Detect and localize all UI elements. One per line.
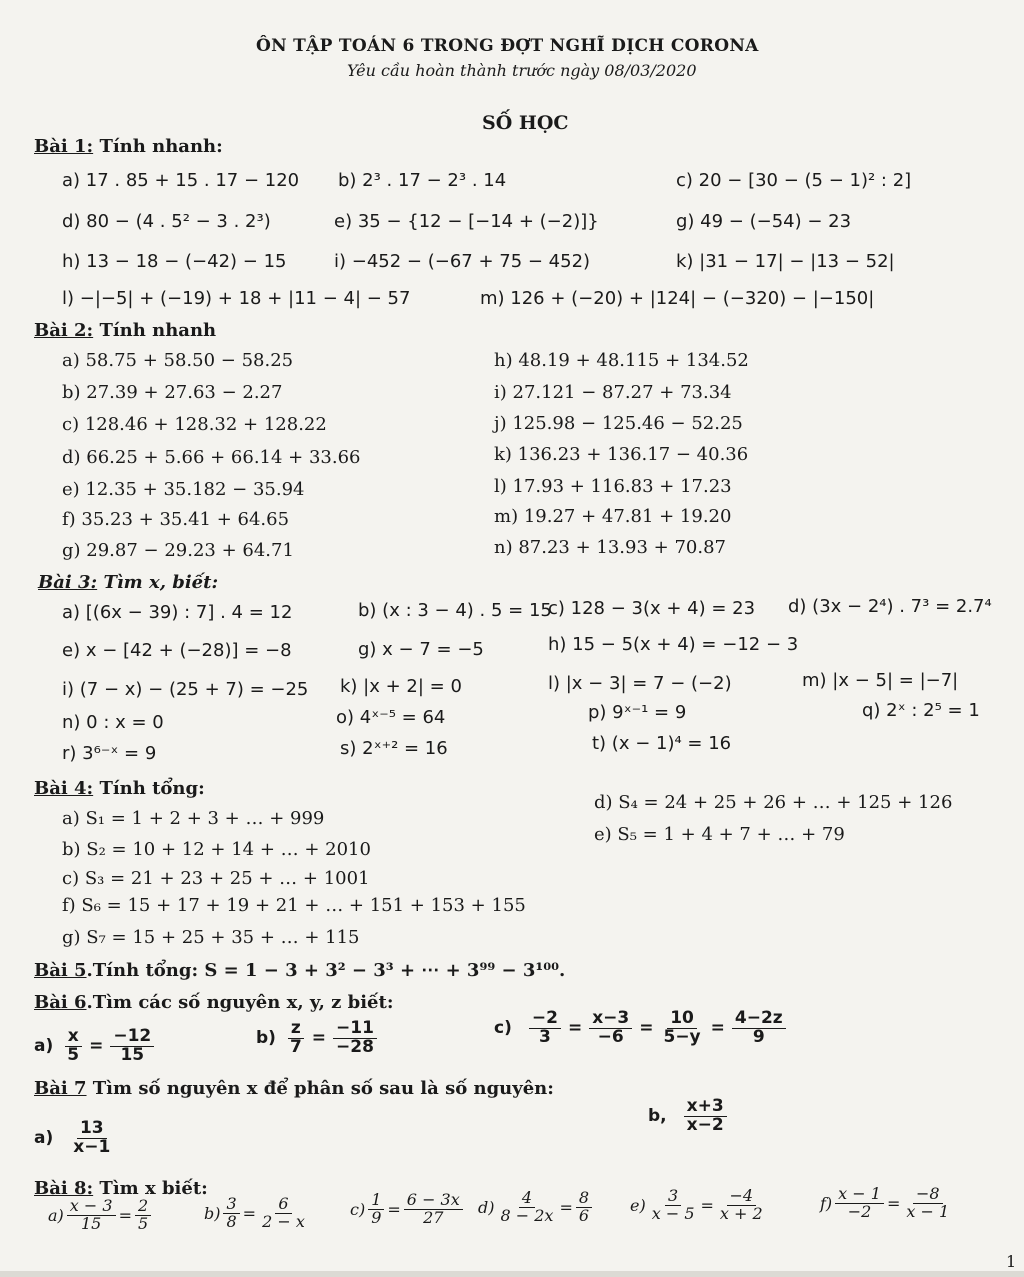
numerator: 3 bbox=[223, 1196, 239, 1214]
fraction bbox=[903, 1186, 952, 1221]
bai4-item: a) S₁ = 1 + 2 + 3 + … + 999 bbox=[62, 808, 325, 829]
bai3-item: i) (7 − x) − (25 + 7) = −25 bbox=[62, 679, 309, 700]
fraction bbox=[287, 1020, 305, 1057]
numerator: 6 bbox=[275, 1196, 291, 1214]
bai8-c: c) $\frac{1}{9}$ = $\frac{6 - 3x}{27}$ bbox=[350, 1192, 466, 1227]
denominator: 5−y bbox=[663, 1026, 701, 1047]
numerator: −8 bbox=[913, 1186, 943, 1204]
denominator: x−1 bbox=[73, 1136, 111, 1157]
numerator: x bbox=[65, 1028, 82, 1047]
denominator: −28 bbox=[336, 1036, 374, 1057]
bai3-item: g) x − 7 = −5 bbox=[358, 639, 484, 660]
fraction bbox=[529, 1010, 561, 1047]
denominator: x−2 bbox=[686, 1114, 724, 1135]
bai6-a: a) $\frac{x}{5}$ = $\frac{-12}{15}$ bbox=[34, 1028, 157, 1065]
bai1-item: h) 13 − 18 − (−42) − 15 bbox=[62, 251, 287, 272]
fraction bbox=[684, 1098, 727, 1135]
fraction bbox=[67, 1198, 116, 1233]
denominator: 6 bbox=[578, 1205, 590, 1225]
bai4-item: g) S₇ = 15 + 25 + 35 + … + 115 bbox=[62, 927, 360, 948]
page-subtitle: Yêu cầu hoàn thành trước ngày 08/03/2020 bbox=[347, 61, 697, 80]
fraction bbox=[404, 1192, 463, 1227]
bai3-item: p) 9ˣ⁻¹ = 9 bbox=[588, 702, 687, 723]
bai5-number: Bài 5 bbox=[34, 960, 87, 981]
bai2-item: i) 27.121 − 87.27 + 73.34 bbox=[494, 382, 732, 403]
bai3-item: m) |x − 5| = |−7| bbox=[802, 670, 959, 691]
bai3-item: c) 128 − 3(x + 4) = 23 bbox=[548, 598, 756, 619]
bai6-c-label: c) bbox=[494, 1018, 512, 1039]
fraction bbox=[368, 1192, 384, 1227]
bai3-item: b) (x : 3 − 4) . 5 = 15 bbox=[358, 600, 552, 621]
bai7-a bbox=[34, 1120, 116, 1157]
numerator: 8 bbox=[576, 1190, 592, 1208]
bai1-number: Bài 1: bbox=[34, 136, 94, 157]
denominator: −2 bbox=[847, 1201, 872, 1221]
bai1-item: g) 49 − (−54) − 23 bbox=[676, 211, 852, 232]
numerator: 1 bbox=[368, 1192, 384, 1210]
denominator: 27 bbox=[423, 1207, 444, 1227]
bai8-d: d) $\frac{4}{8 - 2x}$ = $\frac{8}{6}$ bbox=[478, 1190, 595, 1225]
bai4-number: Bài 4: bbox=[34, 778, 94, 799]
bai1-item: c) 20 − [30 − (5 − 1)² : 2] bbox=[676, 170, 912, 191]
bai2-item: e) 12.35 + 35.182 − 35.94 bbox=[62, 479, 305, 500]
denominator: x + 2 bbox=[719, 1203, 763, 1223]
bai3-item: q) 2ˣ : 2⁵ = 1 bbox=[862, 700, 980, 721]
bai4-item: b) S₂ = 10 + 12 + 14 + … + 2010 bbox=[62, 839, 371, 860]
bai2-item: h) 48.19 + 48.115 + 134.52 bbox=[494, 350, 749, 371]
bai3-item: l) |x − 3| = 7 − (−2) bbox=[548, 673, 732, 694]
fraction bbox=[110, 1028, 154, 1065]
bai1-item: l) −|−5| + (−19) + 18 + |11 − 4| − 57 bbox=[62, 288, 411, 309]
page-number: 1 bbox=[1006, 1252, 1017, 1271]
denominator: 2 − x bbox=[262, 1211, 305, 1231]
numerator: 4−2z bbox=[732, 1010, 786, 1029]
bai8-b-label: b) bbox=[204, 1203, 221, 1223]
bai3-item: e) x − [42 + (−28)] = −8 bbox=[62, 640, 292, 661]
bai8-e: e) $\frac{3}{x - 5}$ = $\frac{-4}{x + 2}$ bbox=[630, 1188, 769, 1223]
numerator: x − 1 bbox=[835, 1186, 884, 1204]
bai4-heading bbox=[34, 778, 205, 799]
bai2-item: n) 87.23 + 13.93 + 70.87 bbox=[494, 537, 726, 558]
bai2-title: Tính nhanh bbox=[99, 320, 217, 341]
bai6-a-label: a) bbox=[34, 1036, 54, 1057]
numerator: −4 bbox=[727, 1188, 757, 1206]
numerator: z bbox=[288, 1020, 304, 1039]
bai2-item: g) 29.87 − 29.23 + 64.71 bbox=[62, 540, 294, 561]
denominator: 7 bbox=[289, 1036, 302, 1057]
numerator: x+3 bbox=[684, 1098, 727, 1117]
bai6-c: c) $\frac{-2}{3}$ = $\frac{x-3}{-6}$ = $\frac{10}{5-y}$ = $\frac{4-2z}{9}$ bbox=[494, 1010, 789, 1047]
fraction bbox=[660, 1010, 703, 1047]
bai8-title: Tìm x biết: bbox=[93, 1178, 208, 1199]
bai4-item: c) S₃ = 21 + 23 + 25 + … + 1001 bbox=[62, 868, 370, 889]
fraction bbox=[589, 1010, 632, 1047]
bai8-e-label: e) bbox=[630, 1195, 646, 1215]
bai3-item: r) 3⁶⁻ˣ = 9 bbox=[62, 743, 157, 764]
bai3-item: n) 0 : x = 0 bbox=[62, 712, 164, 733]
bai6-number: Bài 6 bbox=[34, 992, 87, 1013]
bai8-f: f) $\frac{x - 1}{-2}$ = $\frac{-8}{x - 1}$ bbox=[820, 1186, 955, 1221]
fraction bbox=[259, 1196, 308, 1231]
bai8-b: b) $\frac{3}{8}$ = $\frac{6}{2 - x}$ bbox=[204, 1196, 311, 1231]
bai1-item: d) 80 − (4 . 5² − 3 . 2³) bbox=[62, 211, 271, 232]
bai7-heading bbox=[34, 1078, 554, 1099]
bai2-item: d) 66.25 + 5.66 + 66.14 + 33.66 bbox=[62, 447, 361, 468]
bai2-item: b) 27.39 + 27.63 − 2.27 bbox=[62, 382, 283, 403]
bai6-title: .Tìm các số nguyên x, y, z biết: bbox=[86, 992, 394, 1013]
denominator: 8 bbox=[226, 1211, 237, 1231]
bai8-heading bbox=[34, 1178, 208, 1199]
bai7-title: Tìm số nguyên x để phân số sau là số nguyên: bbox=[86, 1078, 554, 1099]
bai4-item: d) S₄ = 24 + 25 + 26 + … + 125 + 126 bbox=[594, 792, 953, 813]
bai8-c-label: c) bbox=[350, 1199, 366, 1219]
numerator: −2 bbox=[529, 1010, 561, 1029]
bai8-a: a) $\frac{x - 3}{15}$ = $\frac{2}{5}$ bbox=[48, 1198, 154, 1233]
bai4-item: f) S₆ = 15 + 17 + 19 + 21 + … + 151 + 153 + 155 bbox=[62, 895, 526, 916]
fraction bbox=[732, 1010, 786, 1047]
bai1-item: a) 17 . 85 + 15 . 17 − 120 bbox=[62, 170, 300, 191]
bai2-item: c) 128.46 + 128.32 + 128.22 bbox=[62, 414, 327, 435]
bai7-b bbox=[648, 1098, 730, 1135]
fraction bbox=[717, 1188, 766, 1223]
numerator: −11 bbox=[333, 1020, 377, 1039]
numerator: 6 − 3x bbox=[404, 1192, 463, 1210]
bai7-number: Bài 7 bbox=[34, 1078, 87, 1099]
bai1-heading bbox=[34, 136, 223, 157]
bai2-item: k) 136.23 + 136.17 − 40.36 bbox=[494, 444, 749, 465]
denominator: 15 bbox=[120, 1044, 145, 1065]
denominator: x − 1 bbox=[906, 1201, 950, 1221]
bai7-b-label: b, bbox=[648, 1106, 667, 1127]
numerator: 3 bbox=[665, 1188, 681, 1206]
bai4-title: Tính tổng: bbox=[99, 778, 205, 799]
bai6-b: b) $\frac{z}{7}$ = $\frac{-11}{-28}$ bbox=[256, 1020, 380, 1057]
fraction bbox=[649, 1188, 698, 1223]
page-title: ÔN TẬP TOÁN 6 TRONG ĐỢT NGHĨ DỊCH CORONA bbox=[256, 36, 759, 56]
bai3-item: h) 15 − 5(x + 4) = −12 − 3 bbox=[548, 634, 799, 655]
bai2-item: a) 58.75 + 58.50 − 58.25 bbox=[62, 350, 294, 371]
bai7-a-label: a) bbox=[34, 1128, 54, 1149]
denominator: −6 bbox=[597, 1026, 624, 1047]
bai8-number: Bài 8: bbox=[34, 1178, 94, 1199]
bai3-number: Bài 3: bbox=[38, 572, 98, 593]
denominator: 5 bbox=[137, 1213, 149, 1233]
bai5-heading bbox=[34, 960, 565, 981]
bai8-d-label: d) bbox=[478, 1197, 495, 1217]
bai1-item: b) 2³ . 17 − 2³ . 14 bbox=[338, 170, 507, 191]
fraction bbox=[835, 1186, 884, 1221]
bai3-item: o) 4ˣ⁻⁵ = 64 bbox=[336, 707, 446, 728]
bai6-heading bbox=[34, 992, 393, 1013]
numerator: 2 bbox=[135, 1198, 151, 1216]
bai4-item: e) S₅ = 1 + 4 + 7 + … + 79 bbox=[594, 824, 845, 845]
denominator: 5 bbox=[67, 1044, 80, 1065]
bai2-item: f) 35.23 + 35.41 + 64.65 bbox=[62, 509, 290, 530]
fraction bbox=[497, 1190, 556, 1225]
bai2-item: m) 19.27 + 47.81 + 19.20 bbox=[494, 506, 732, 527]
fraction bbox=[70, 1120, 113, 1157]
bai1-title: Tính nhanh: bbox=[99, 136, 223, 157]
fraction bbox=[135, 1198, 151, 1233]
fraction bbox=[576, 1190, 592, 1225]
bai8-f-label: f) bbox=[820, 1193, 833, 1213]
bai2-heading bbox=[34, 320, 216, 341]
bai2-item: l) 17.93 + 116.83 + 17.23 bbox=[494, 476, 732, 497]
numerator: 13 bbox=[77, 1120, 107, 1139]
bai2-item: j) 125.98 − 125.46 − 52.25 bbox=[494, 413, 743, 434]
denominator: x − 5 bbox=[651, 1203, 695, 1223]
bai3-item: d) (3x − 2⁴) . 7³ = 2.7⁴ bbox=[788, 596, 992, 617]
bai1-item: i) −452 − (−67 + 75 − 452) bbox=[334, 251, 591, 272]
bai3-item: k) |x + 2| = 0 bbox=[340, 676, 462, 697]
bai1-item: e) 35 − {12 − [−14 + (−2)]} bbox=[334, 211, 599, 232]
bai2-number: Bài 2: bbox=[34, 320, 94, 341]
bai6-b-label: b) bbox=[256, 1028, 276, 1049]
numerator: −12 bbox=[110, 1028, 154, 1047]
section-heading: SỐ HỌC bbox=[482, 112, 569, 134]
bai1-item: m) 126 + (−20) + |124| − (−320) − |−150| bbox=[480, 288, 875, 309]
bai3-item: t) (x − 1)⁴ = 16 bbox=[592, 733, 732, 754]
bai5-text: .Tính tổng: S = 1 − 3 + 3² − 3³ + ⋯ + 3⁹⁹ − 3¹⁰⁰. bbox=[86, 960, 566, 981]
bai3-heading bbox=[38, 572, 218, 593]
fraction bbox=[333, 1020, 377, 1057]
bai3-item: s) 2ˣ⁺² = 16 bbox=[340, 738, 448, 759]
bai8-a-label: a) bbox=[48, 1205, 64, 1225]
bai3-title: Tìm x, biết: bbox=[103, 572, 219, 593]
bai1-item: k) |31 − 17| − |13 − 52| bbox=[676, 251, 895, 272]
numerator: x − 3 bbox=[67, 1198, 116, 1216]
numerator: 10 bbox=[667, 1010, 697, 1029]
fraction bbox=[64, 1028, 82, 1065]
denominator: 3 bbox=[538, 1026, 551, 1047]
bai3-item: a) [(6x − 39) : 7] . 4 = 12 bbox=[62, 602, 293, 623]
denominator: 15 bbox=[80, 1213, 102, 1233]
denominator: 9 bbox=[371, 1207, 382, 1227]
denominator: 8 − 2x bbox=[500, 1205, 554, 1225]
bottom-edge bbox=[0, 1271, 1024, 1277]
numerator: x−3 bbox=[589, 1010, 632, 1029]
denominator: 9 bbox=[752, 1026, 765, 1047]
fraction bbox=[223, 1196, 239, 1231]
numerator: 4 bbox=[519, 1190, 535, 1208]
